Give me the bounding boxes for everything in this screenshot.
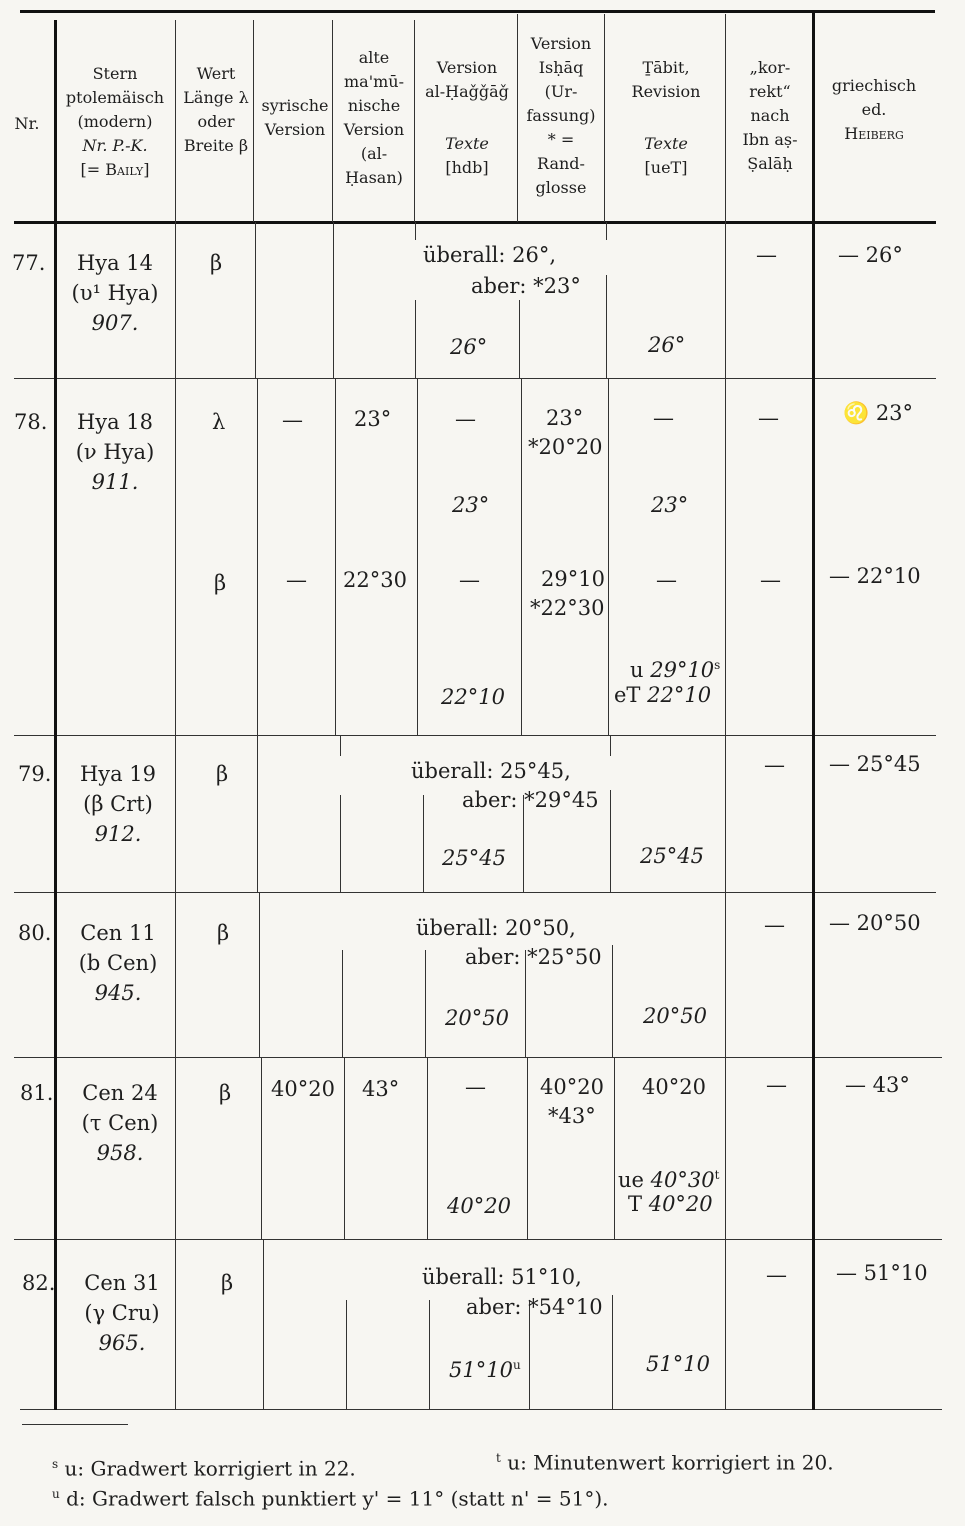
tabit-value: — [656,568,677,592]
syrische-value: — [282,408,303,432]
griechisch-value: — 22°10 [829,564,921,588]
column-rule [257,379,258,735]
table-bottom-rule [20,1409,942,1410]
header-ishaq: Version Isḥāq (Ur- fassung) * = Rand- glosse [526,34,596,197]
hajjaj-texts-value: 23° [452,493,490,517]
star-designation: Hya 19 (β Crt) 912. [79,762,157,846]
ishaq-value: 29°10 [541,567,605,591]
footnote-u: $^u$ d: Gradwert falsch punktiert y' = 11° (statt n' = 51°). [52,1486,609,1511]
griechisch-value: — 25°45 [829,752,921,776]
hajjaj-value: — [465,1075,486,1099]
wert-type: β [219,1081,232,1105]
syrische-value: 40°20 [271,1077,335,1101]
tabit-texts-value: 25°45 [640,844,704,868]
griechisch-value: — 20°50 [829,911,921,935]
tabit-texts-value: eT 22°10 [614,683,712,707]
exception-value: aber: *29°45 [462,788,599,812]
wert-type: β [221,1271,234,1295]
hajjaj-texts-value: 26° [450,335,488,359]
row-number: 82. [22,1271,56,1295]
hajjaj-value: — [455,407,476,431]
ishaq-gloss-value: *20°20 [528,435,603,459]
column-rule [415,222,416,240]
korrekt-value: — [766,1263,787,1287]
wert-type: β [217,921,230,945]
hajjaj-texts-value: 40°20 [447,1194,511,1218]
column-rule [519,300,520,378]
korrekt-value: — [760,568,781,592]
star-designation: Cen 11 (b Cen) 945. [78,921,158,1005]
ishaq-value: 40°20 [540,1075,604,1099]
star-designation: Cen 24 (τ Cen) 958. [81,1081,159,1165]
header-griechisch: griechisch ed. Heiberg [831,76,917,143]
tabit-value: 40°20 [642,1075,706,1099]
alte-value: 43° [362,1077,400,1101]
column-rule [335,379,336,735]
column-rule [429,1300,430,1410]
column-rule [340,795,341,892]
exception-value: aber: *25°50 [465,945,602,969]
column-rule [614,1058,615,1239]
row-number: 80. [18,921,52,945]
column-rule [261,1058,262,1239]
footnote-rule [22,1424,128,1425]
column-rule [344,1058,345,1239]
footnote-s: $^s$ u: Gradwert korrigiert in 22. [52,1456,356,1481]
header-stern: Stern ptolemäisch (modern) Nr. P.-K. [= Baily] [65,64,165,179]
hajjaj-value: — [459,568,480,592]
star-designation: Hya 18 (ν Hya) 911. [75,410,155,494]
wert-type: λ [212,410,226,434]
column-rule [812,10,815,1410]
column-rule [417,379,418,735]
overall-value: überall: 26°, [423,243,557,267]
column-rule [425,950,426,1057]
korrekt-value: — [756,243,777,267]
column-rule [414,20,415,222]
ishaq-value: 23° [546,406,584,430]
overall-value: überall: 20°50, [416,916,576,940]
column-rule [346,1300,347,1410]
tabit-texts-value: ue 40°30$^t$ [618,1168,720,1192]
exception-value: aber: *23° [471,274,581,298]
tabit-texts-value: 20°50 [643,1004,707,1028]
header-wert: Wert Länge λ oder Breite β [183,64,249,155]
star-designation: Hya 14 (υ¹ Hya) 907. [71,251,159,335]
wert-type: β [216,762,229,786]
header-syrische: syrische Version [261,96,329,139]
hajjaj-texts-value: 20°50 [445,1006,509,1030]
column-rule [54,20,57,1410]
alte-value: 23° [354,407,392,431]
column-rule [604,14,605,222]
header-tabit-texte: Texte [ueT] [644,134,688,177]
column-rule [255,222,256,378]
hajjaj-texts-value: 25°45 [442,846,506,870]
syrische-value: — [286,568,307,592]
row-number: 78. [14,410,48,434]
griechisch-value: — 43° [845,1073,910,1097]
column-rule [259,893,260,1057]
row-divider [14,735,936,736]
star-designation: Cen 31 (γ Cru) 965. [84,1271,160,1355]
column-rule [175,20,176,1410]
exception-value: aber: *54°10 [466,1295,603,1319]
row-number: 79. [18,762,52,786]
column-rule [427,1058,428,1239]
header-hajjaj-texte: Texte [hdb] [445,134,489,177]
tabit-texts-value: 23° [651,493,689,517]
korrekt-value: — [764,753,785,777]
hajjaj-texts-value: 22°10 [441,685,505,709]
header-korrekt: „kor- rekt“ nach Ibn aṣ- Ṣalāḥ [742,58,798,173]
row-number: 77. [12,251,46,275]
column-rule [612,945,613,1057]
column-rule [606,275,607,378]
column-rule [521,379,522,735]
row-number: 81. [20,1081,54,1105]
footnote-t: $^t$ u: Minutenwert korrigiert in 20. [496,1450,834,1475]
header-nr: Nr. [14,114,40,133]
korrekt-value: — [766,1073,787,1097]
tabit-texts-value: 51°10 [646,1352,710,1376]
header-hajjaj: Version al-Ḥaǧǧāǧ [425,58,509,101]
korrekt-value: — [764,913,785,937]
column-rule [610,736,611,756]
wert-type: β [214,571,227,595]
tabit-texts-value: T 40°20 [628,1192,713,1216]
column-rule [527,1058,528,1239]
row-divider [14,892,936,893]
griechisch-value: — 26° [838,243,903,267]
wert-type: β [210,251,223,275]
column-rule [725,14,726,1410]
table-top-rule [20,10,935,13]
column-rule [257,736,258,892]
column-rule [606,222,607,240]
overall-value: überall: 51°10, [422,1265,582,1289]
column-rule [610,790,611,892]
column-rule [333,222,334,378]
tabit-value: — [653,406,674,430]
column-rule [342,950,343,1057]
korrekt-value: — [758,406,779,430]
column-rule [612,1295,613,1410]
row-divider [14,378,936,379]
overall-value: überall: 25°45, [411,759,571,783]
tabit-texts-value: 26° [648,333,686,357]
column-rule [340,736,341,756]
hajjaj-texts-value: 51°10$^u$ [449,1358,521,1382]
ishaq-gloss-value: *22°30 [530,596,605,620]
column-rule [423,795,424,892]
griechisch-value: ♌ 23° [843,401,914,425]
header-bottom-rule [14,221,936,224]
ishaq-gloss-value: *43° [548,1104,596,1128]
header-alte: alte ma'mū- nische Version (al- Ḥasan) [343,48,405,187]
column-rule [608,379,609,735]
row-divider [14,1239,942,1240]
column-rule [415,300,416,378]
column-rule [263,1240,264,1410]
alte-value: 22°30 [343,568,407,592]
griechisch-value: — 51°10 [836,1261,928,1285]
row-divider [14,1057,942,1058]
tabit-texts-value: u 29°10$^s$ [630,658,721,682]
header-tabit: Ṯābit, Revision [631,58,701,101]
